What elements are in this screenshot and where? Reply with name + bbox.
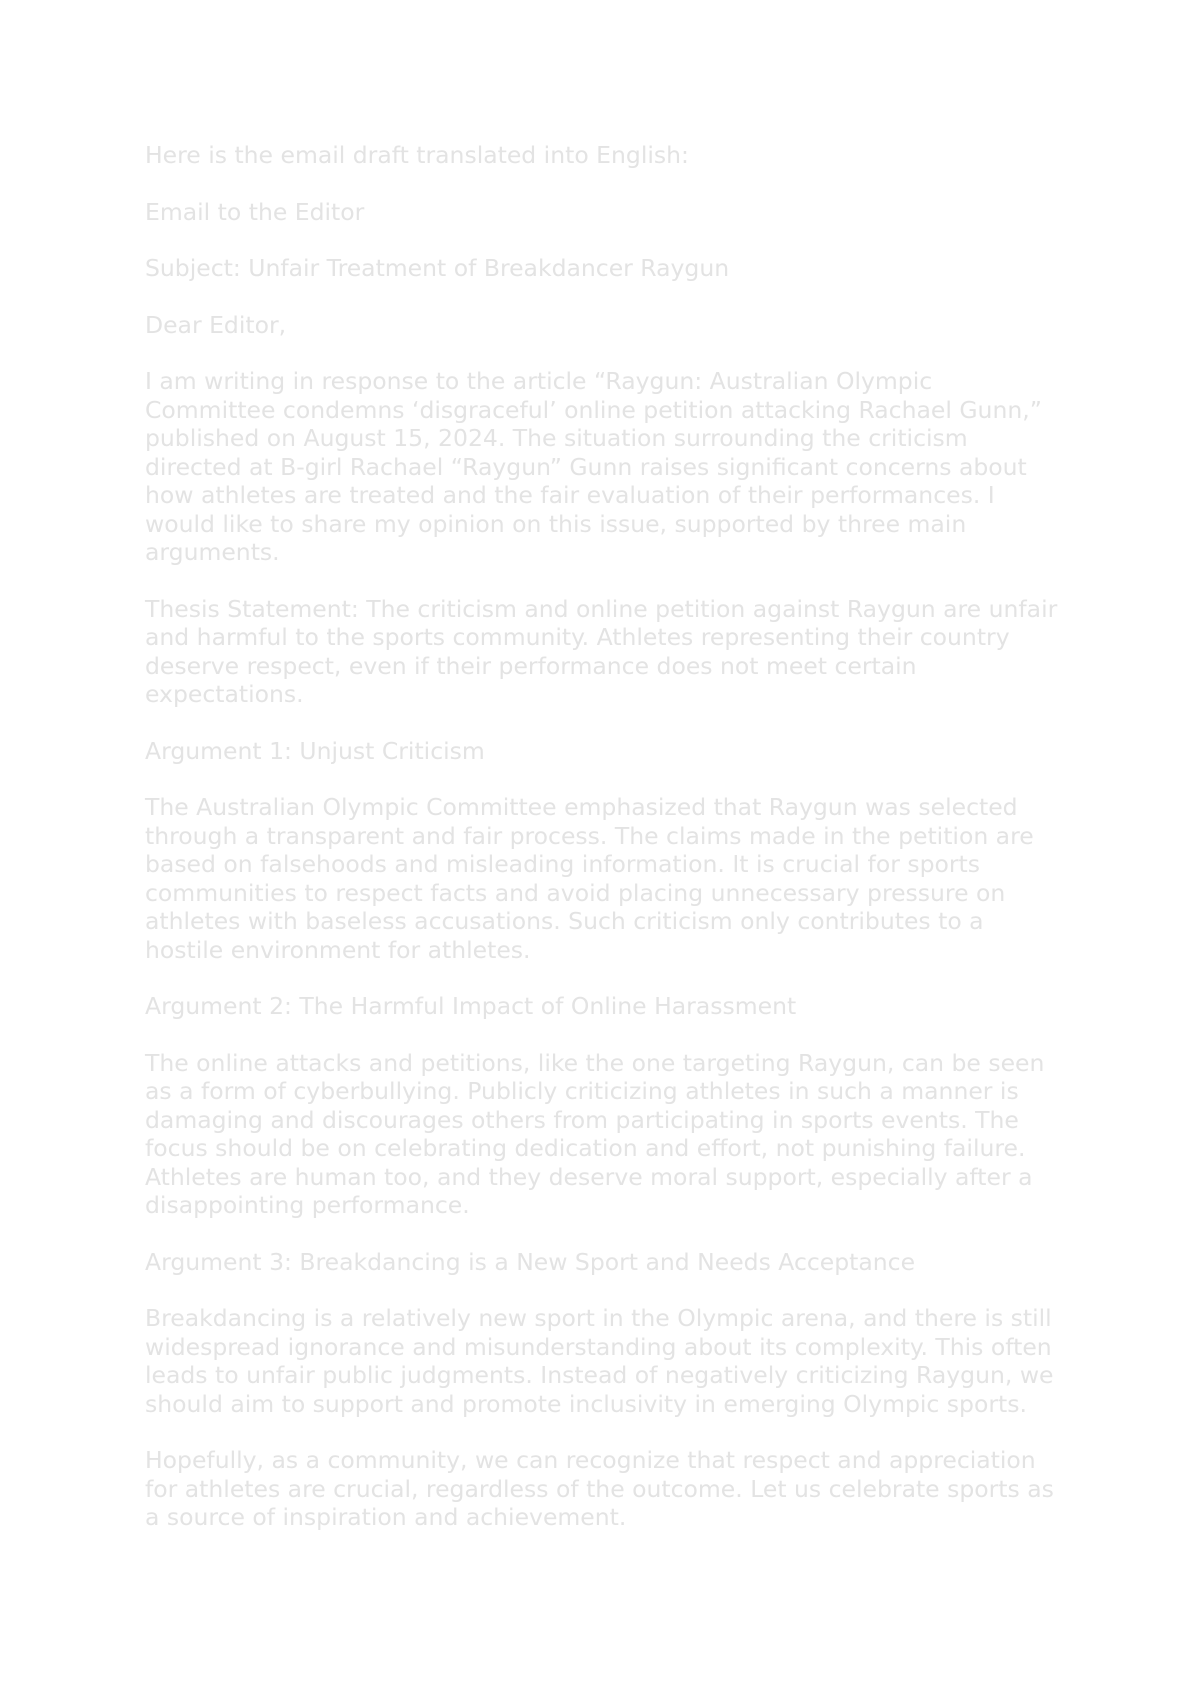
- argument-3-body: Breakdancing is a relatively new sport in the Olympic arena, and there is still widespread ignorance and misunderstanding about its complexity. This often leads to unfair public judgments. Instead of negatively criticizing Raygun, we should aim to support and promote inclusivity in emerging Olympic sports.: [145, 1304, 1054, 1418]
- salutation: Dear Editor,: [145, 310, 287, 339]
- email-subject: Subject: Unfair Treatment of Breakdancer Raygun: [145, 254, 730, 282]
- argument-3-title: Argument 3: Breakdancing is a New Sport and Needs Acceptance: [145, 1247, 916, 1276]
- closing-paragraph: Hopefully, as a community, we can recognize that respect and appreciation for athletes are crucial, regardless of the outcome. Let us celebrate sports as a source of inspiration and achievement.: [145, 1446, 1054, 1531]
- opening-paragraph: I am writing in response to the article “Raygun: Australian Olympic Committee condemns ‘disgraceful’ online petition attacking Rachael Gunn,” published on August 15, 2024. The situation surrounding the criticism directed at B-girl Rachael “Raygun” Gunn raises significant concerns about how athletes are treated and the fair evaluation of their performances. I would like to share my opinion on this issue, supported by three main arguments.: [145, 367, 1042, 566]
- argument-1-title: Argument 1: Unjust Criticism: [145, 736, 485, 765]
- argument-1-body: The Australian Olympic Committee emphasized that Raygun was selected through a transparent and fair process. The claims made in the petition are based on falsehoods and misleading information. It is crucial for sports communities to respect facts and avoid placing unnecessary pressure on athletes with baseless accusations. Such criticism only contributes to a hostile environment for athletes.: [145, 793, 1034, 964]
- thesis-paragraph: Thesis Statement: The criticism and online petition against Raygun are unfair and harmful to the sports community. Athletes representing their country deserve respect, even if their performance does not meet certain expectations.: [145, 594, 1058, 708]
- intro-line: Here is the email draft translated into English:: [145, 141, 689, 169]
- argument-2-body: The online attacks and petitions, like the one targeting Raygun, can be seen as a form of cyberbullying. Publicly criticizing athletes in such a manner is damaging and discourages others from participating in sports events. The focus should be on celebrating dedication and effort, not punishing failure. Athletes are human too, and they deserve moral support, especially after a disappointing performance.: [145, 1048, 1045, 1219]
- argument-2-title: Argument 2: The Harmful Impact of Online Harassment: [145, 992, 797, 1020]
- email-heading: Email to the Editor: [145, 197, 365, 226]
- document-page: [145, 141, 1065, 1560]
